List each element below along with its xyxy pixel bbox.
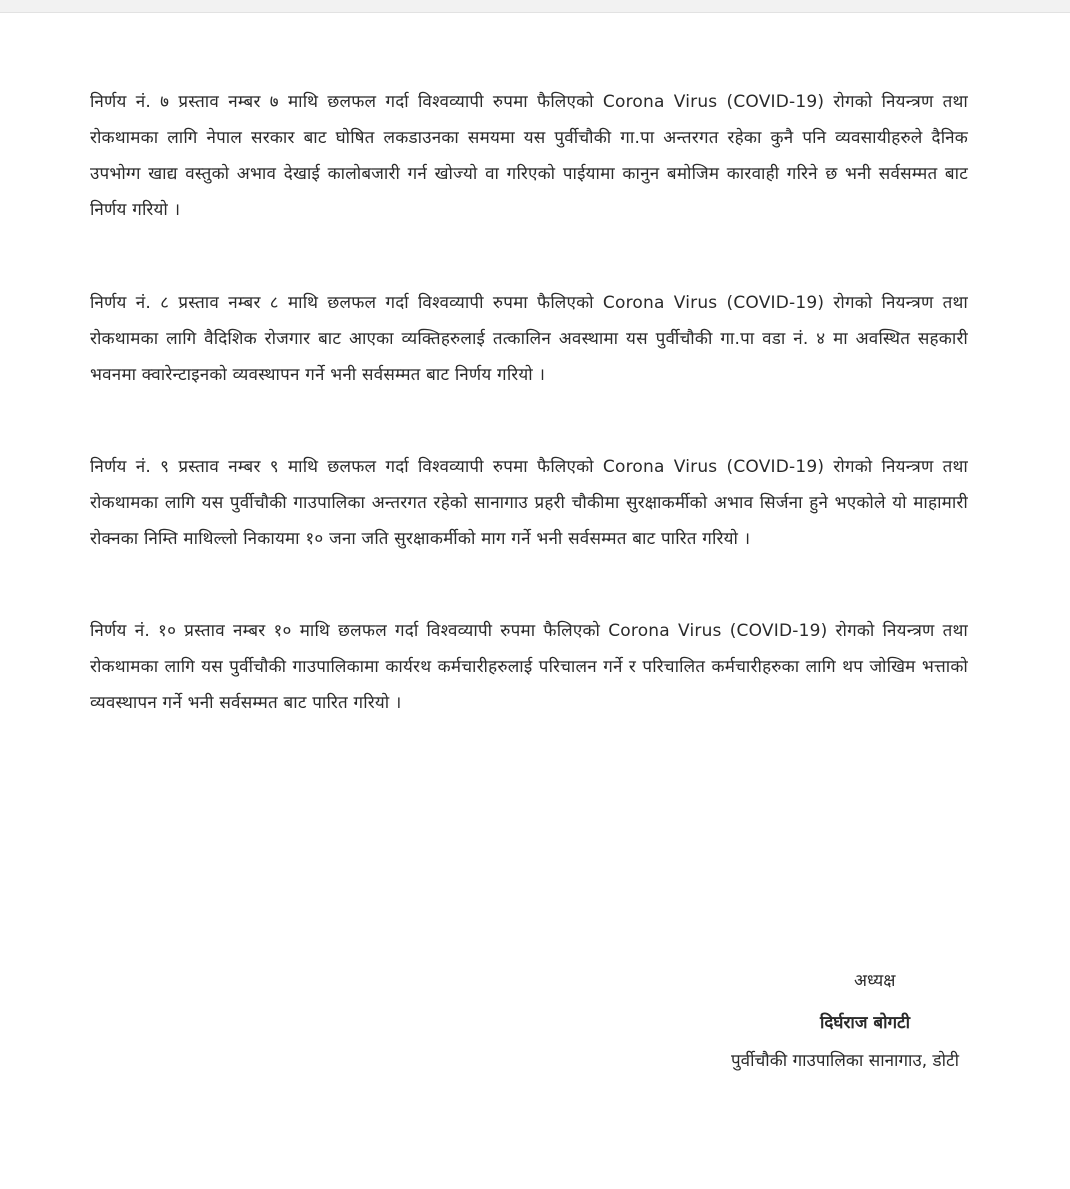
viewer-top-strip	[0, 0, 1070, 13]
decision-9-paragraph: निर्णय नं. ९ प्रस्ताव नम्बर ९ माथि छलफल गर्दा विश्वव्यापी रुपमा फैलिएको Corona Virus (COVID-19) रोगको नियन्त्रण तथा रोकथामका लागि यस पुर्वीचौकी गाउपालिका अन्तरगत रहेको सानागाउ प्रहरी चौकीमा सुरक्षाकर्मीको अभाव सिर्जना हुने भएकोले यो माहामारी रोक्नका निम्ति माथिल्लो निकायमा १० जना जति सुरक्षाकर्मीको माग गर्ने भनी सर्वसम्मत बाट पारित गरियो ।	[90, 457, 968, 549]
signature-name: दिर्घराज बोगटी	[820, 1013, 911, 1033]
signature-role: अध्यक्ष	[854, 971, 896, 991]
signature-office: पुर्वीचौकी गाउपालिका सानागाउ, डोटी	[731, 1051, 960, 1071]
decision-8-paragraph: निर्णय नं. ८ प्रस्ताव नम्बर ८ माथि छलफल गर्दा विश्वव्यापी रुपमा फैलिएको Corona Virus (COVID-19) रोगको नियन्त्रण तथा रोकथामका लागि वैदिशिक रोजगार बाट आएका व्यक्तिहरुलाई तत्कालिन अवस्थामा यस पुर्वीचौकी गा.पा वडा नं. ४ मा अवस्थित सहकारी भवनमा क्वारेन्टाइनको व्यवस्थापन गर्ने भनी सर्वसम्मत बाट निर्णय गरियो ।	[90, 293, 968, 385]
decision-10-paragraph: निर्णय नं. १० प्रस्ताव नम्बर १० माथि छलफल गर्दा विश्वव्यापी रुपमा फैलिएको Corona Virus (COVID-19) रोगको नियन्त्रण तथा रोकथामका लागि यस पुर्वीचौकी गाउपालिकामा कार्यरथ कर्मचारीहरुलाई परिचालन गर्ने र परिचालित कर्मचारीहरुका लागि थप जोखिम भत्ताको व्यवस्थापन गर्ने भनी सर्वसम्मत बाट पारित गरियो ।	[90, 621, 968, 713]
decision-7-paragraph: निर्णय नं. ७ प्रस्ताव नम्बर ७ माथि छलफल गर्दा विश्वव्यापी रुपमा फैलिएको Corona Virus (COVID-19) रोगको नियन्त्रण तथा रोकथामका लागि नेपाल सरकार बाट घोषित लकडाउनका समयमा यस पुर्वीचौकी गा.पा अन्तरगत रहेका कुनै पनि व्यवसायीहरुले दैनिक उपभोग्ग खाद्य वस्तुको अभाव देखाई कालोबजारी गर्न खोज्यो वा गरिएको पाईयामा कानुन बमोजिम कारवाही गरिने छ भनी सर्वसम्मत बाट निर्णय गरियो ।	[90, 92, 968, 220]
